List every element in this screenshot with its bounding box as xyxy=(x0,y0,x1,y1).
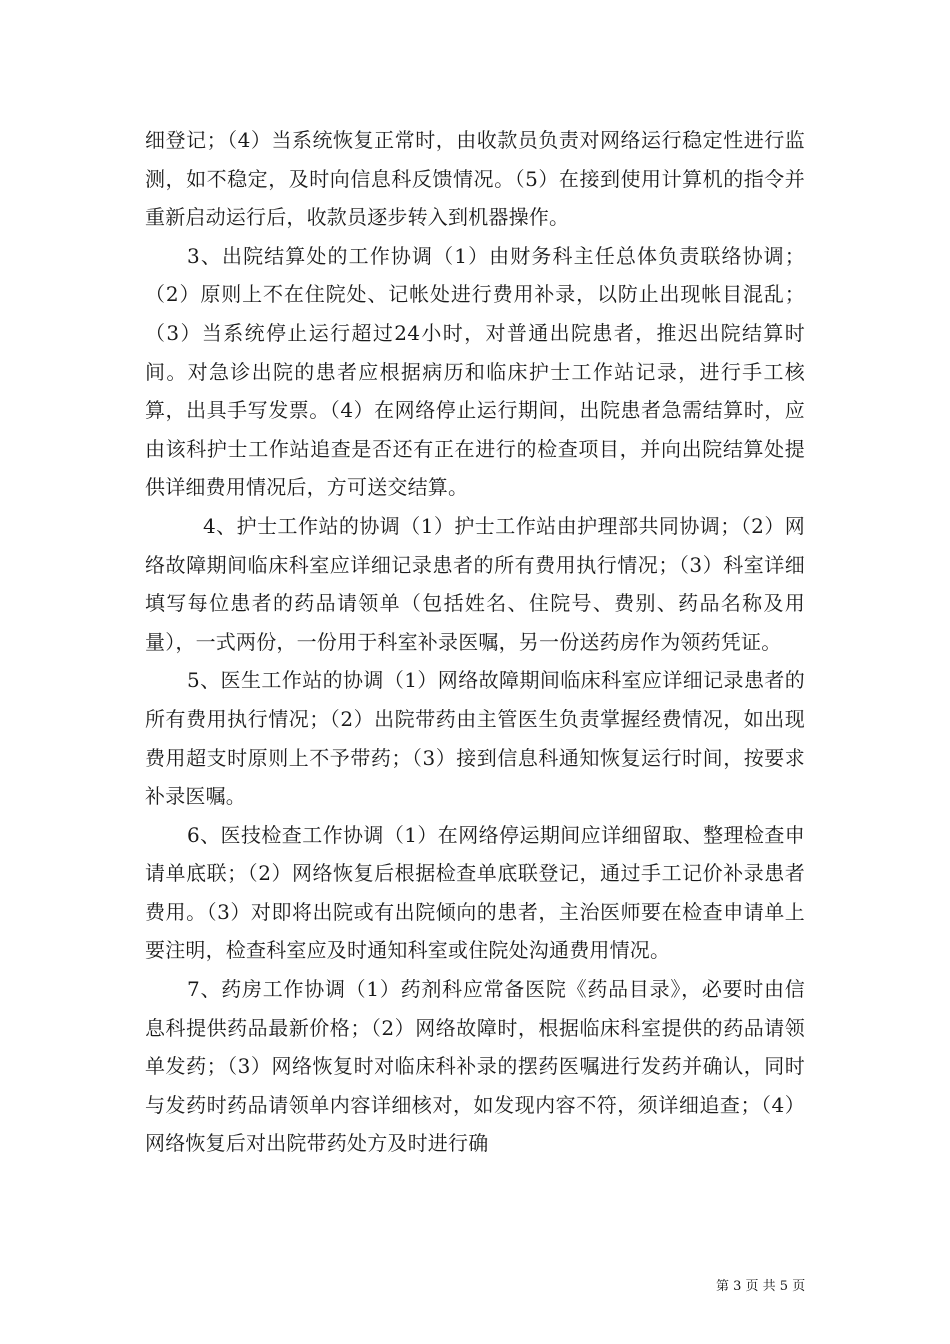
paragraph-discharge-settlement: 3、出院结算处的工作协调（1）由财务科主任总体负责联络协调；（2）原则上不在住院处、记帐处进行费用补录，以防止出现帐目混乱；（3）当系统停止运行超过24小时，对普通出院患者，推迟出院结算时间。对急诊出院的患者应根据病历和临床护士工作站记录，进行手工核算，出具手写发票。（4）在网络停止运行期间，出院患者急需结算时，应由该科护士工作站追查是否还有正在进行的检查项目，并向出院结算处提供详细费用情况后，方可送交结算。 xyxy=(145,243,805,500)
paragraph-medical-tech-exam: 6、医技检查工作协调（1）在网络停运期间应详细留取、整理检查申请单底联；（2）网络恢复后根据检查单底联登记，通过手工记价补录患者费用。（3）对即将出院或有出院倾向的患者，主治医师要在检查申请单上要注明，检查科室应及时通知科室或住院处沟通费用情况。 xyxy=(145,822,805,963)
paragraph-doctor-station: 5、医生工作站的协调（1）网络故障期间临床科室应详细记录患者的所有费用执行情况；（2）出院带药由主管医生负责掌握经费情况，如出现费用超支时原则上不予带药；（3）接到信息科通知恢复运行时间，按要求补录医嘱。 xyxy=(145,668,805,809)
page-number: 第 3 页 共 5 页 xyxy=(716,1279,806,1294)
paragraph-pharmacy: 7、药房工作协调（1）药剂科应常备医院《药品目录》，必要时由信息科提供药品最新价格；（2）网络故障时，根据临床科室提供的药品请领单发药；（3）网络恢复时对临床科补录的摆药医嘱进行发药并确认，同时与发药时药品请领单内容详细核对，如发现内容不符，须详细追查；（4）网络恢复后对出院带药处方及时进行确 xyxy=(145,977,805,1156)
paragraph-nurse-station: 4、护士工作站的协调（1）护士工作站由护理部共同协调；（2）网络故障期间临床科室应详细记录患者的所有费用执行情况；（3）科室详细填写每位患者的药品请领单（包括姓名、住院号、费别、药品名称及用量），一式两份，一份用于科室补录医嘱，另一份送药房作为领药凭证。 xyxy=(145,513,805,654)
document-body xyxy=(145,121,805,1163)
paragraph-continuation: 细登记；（4）当系统恢复正常时，由收款员负责对网络运行稳定性进行监测，如不稳定，及时向信息科反馈情况。（5）在接到使用计算机的指令并重新启动运行后，收款员逐步转入到机器操作。 xyxy=(145,128,805,230)
